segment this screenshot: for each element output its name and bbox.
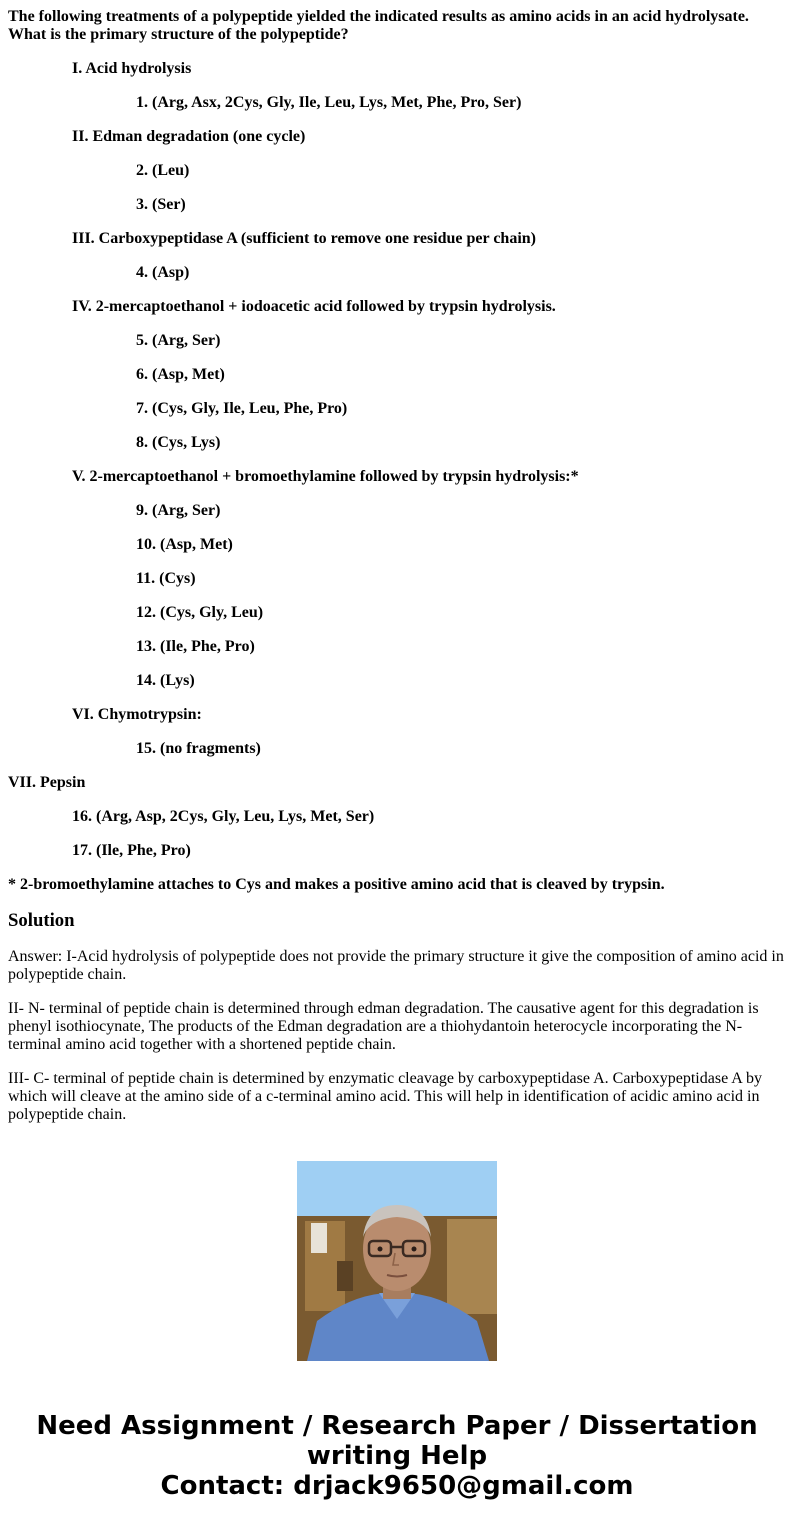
question-text: The following treatments of a polypeptide yielded the indicated results as amino acids in an acid hydrolysate. What is the primary structure of the polypeptide?	[8, 8, 749, 43]
treatment-line: * 2-bromoethylamine attaches to Cys and makes a positive amino acid that is cleaved by trypsin.	[8, 876, 665, 893]
treatment-line: 13. (Ile, Phe, Pro)	[136, 638, 255, 655]
promo-line-2: writing Help	[306, 1441, 488, 1471]
promo-contact[interactable]: Contact: drjack9650@gmail.com	[160, 1471, 634, 1501]
treatment-line: 14. (Lys)	[136, 672, 195, 689]
answer-paragraph-1: Answer: I-Acid hydrolysis of polypeptide does not provide the primary structure it give the composition of amino acid in polypeptide chain.	[8, 948, 784, 983]
treatment-line: 3. (Ser)	[136, 196, 186, 213]
treatment-line: 10. (Asp, Met)	[136, 536, 233, 553]
treatment-line: 11. (Cys)	[136, 570, 196, 587]
treatment-line: 16. (Arg, Asp, 2Cys, Gly, Leu, Lys, Met, Ser)	[72, 808, 375, 825]
document-body	[0, 8, 794, 1123]
treatment-line: 6. (Asp, Met)	[136, 366, 225, 383]
treatment-line: III. Carboxypeptidase A (sufficient to remove one residue per chain)	[72, 230, 536, 247]
author-avatar	[297, 1161, 497, 1361]
treatment-line: VII. Pepsin	[8, 774, 86, 791]
treatment-line: IV. 2-mercaptoethanol + iodoacetic acid followed by trypsin hydrolysis.	[72, 298, 556, 315]
solution-heading: Solution	[8, 910, 75, 931]
treatment-line: 8. (Cys, Lys)	[136, 434, 221, 451]
treatment-line: VI. Chymotrypsin:	[72, 706, 202, 723]
treatment-line: 17. (Ile, Phe, Pro)	[72, 842, 191, 859]
solution-answer	[8, 948, 786, 1123]
treatment-line: 4. (Asp)	[136, 264, 190, 281]
treatment-line: II. Edman degradation (one cycle)	[72, 128, 306, 145]
treatment-line: 15. (no fragments)	[136, 740, 261, 757]
promo-banner	[0, 1411, 794, 1501]
treatment-line: 1. (Arg, Asx, 2Cys, Gly, Ile, Leu, Lys, Met, Phe, Pro, Ser)	[136, 94, 522, 111]
treatment-line: V. 2-mercaptoethanol + bromoethylamine followed by trypsin hydrolysis:*	[72, 468, 579, 485]
treatment-list	[8, 60, 786, 894]
author-photo	[297, 1161, 497, 1361]
treatment-line: 12. (Cys, Gly, Leu)	[136, 604, 264, 621]
treatment-line: 9. (Arg, Ser)	[136, 502, 221, 519]
treatment-line: I. Acid hydrolysis	[72, 60, 192, 77]
answer-paragraph-3: III- C- terminal of peptide chain is determined by enzymatic cleavage by carboxypeptidase A. Carboxypeptidase A by which will cleave at the amino side of a c-terminal amino acid. This will help in identification of acidic amino acid in polypeptide chain.	[8, 1070, 762, 1123]
answer-paragraph-2: II- N- terminal of peptide chain is determined through edman degradation. The causative agent for this degradation is phenyl isothiocynate, The products of the Edman degradation are a thiohydantoin heterocycle incorporating the N-terminal amino acid together with a shortened peptide chain.	[8, 1000, 759, 1053]
treatment-line: 7. (Cys, Gly, Ile, Leu, Phe, Pro)	[136, 400, 348, 417]
treatment-line: 5. (Arg, Ser)	[136, 332, 221, 349]
promo-line-1: Need Assignment / Research Paper / Dissertation	[36, 1411, 758, 1441]
treatment-line: 2. (Leu)	[136, 162, 190, 179]
